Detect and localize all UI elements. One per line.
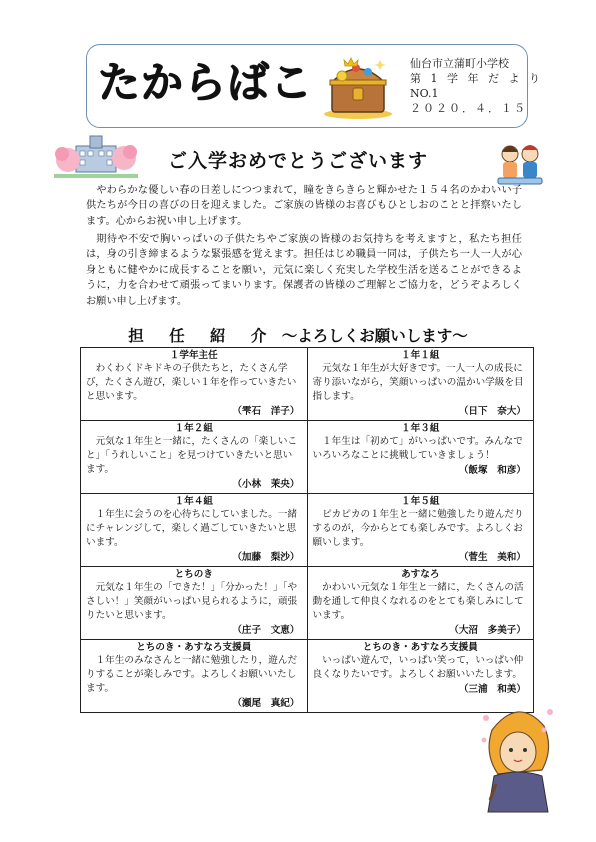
- teacher-class: １年１組: [401, 350, 440, 361]
- table-row: [81, 567, 534, 640]
- section-heading: [0, 324, 596, 346]
- teacher-class: とちのき・あすなろ支援員: [362, 642, 478, 653]
- intro-paragraph-1: やわらかな優しい春の日差しにつつまれて，瞳をきらきらと輝かせた１５４名のかわいい子供たちが今日の喜びの日を迎えました。ご家族の皆様のお喜びもひとしおのことと拝察いたします。心からお祝い申し上げます。: [86, 185, 522, 227]
- teacher-message: 元気な１年生と一緒に，たくさんの「楽しいこと」「うれしいこと」を見つけていきたいと思います。: [86, 436, 298, 475]
- teacher-class: あすなろ: [401, 569, 440, 580]
- teacher-cell: [81, 348, 308, 421]
- teacher-message: 元気な１年生の「できた！」「分かった！」「やさしい！」笑顔がいっぱい見られるように，頑張りたいと思います。: [86, 582, 298, 621]
- teacher-name: （雫石 洋子）: [232, 406, 300, 417]
- gold-coin: [337, 71, 347, 81]
- school-name: 仙台市立蒲町小学校: [410, 57, 509, 70]
- teacher-cell: [307, 494, 534, 567]
- issue-date: ２０２０．４．１５: [410, 102, 527, 115]
- teacher-class: １年４組: [174, 496, 213, 507]
- teacher-message: ピカピカの１年生と一緒に勉強したり遊んだりするのが，今からとても楽しみです。よろしくお願いします。: [312, 509, 524, 548]
- table-row: [81, 348, 534, 421]
- newsletter-title: たからばこ: [98, 58, 314, 107]
- teacher-name: （庄子 文恵）: [232, 625, 300, 636]
- teacher-name: （小林 茉央）: [232, 479, 300, 490]
- teacher-name: （大沼 多美子）: [449, 625, 526, 636]
- teacher-class: １年３組: [401, 423, 440, 434]
- teacher-cell: [81, 640, 308, 713]
- teacher-message: わくわくドキドキの子供たちと，たくさん学び，たくさん遊び，楽しい１年を作っていきたいと思います。: [86, 363, 297, 402]
- newsletter-series: 第 1 学 年 だ よ り: [410, 72, 543, 85]
- teacher-message: 元気な１年生が大好きです。一人一人の成長に寄り添いながら，笑顔いっぱいの温かい学級を目指します。: [312, 363, 524, 402]
- teacher-cell: [307, 421, 534, 494]
- teacher-message: かわいい元気な１年生と一緒に，たくさんの活動を通して仲良くなれるのをとても楽しみにしています。: [312, 582, 524, 621]
- crown-icon: [344, 58, 358, 66]
- teacher-message: １年生のみなさんと一緒に勉強したり，遊んだりすることが楽しみです。よろしくお願いいたします。: [86, 655, 298, 694]
- section-heading-main: 担 任 紹 介: [128, 327, 277, 345]
- table-row: [81, 494, 534, 567]
- teacher-message: １年生は「初めて」がいっぱいです。みんなでいろいろなことに挑戦していきましょう！: [312, 436, 523, 461]
- girl-illustration: [478, 700, 558, 814]
- teacher-cell: [81, 421, 308, 494]
- teacher-cell: [307, 348, 534, 421]
- teacher-class: １学年主任: [169, 350, 218, 361]
- teacher-name: （瀬尾 真紀）: [232, 698, 300, 709]
- intro-paragraph-2: 期待や不安で胸いっぱいの子供たちやご家族の皆様のお気持ちを考えますと，私たち担任は，身の引き締まるような緊張感を覚えます。担任はじめ職員一同は，子供たち一人一人が心身ともに健やかに成長することを願い，元気に楽しく充実した学校生活を送ることができるように，力を合わせて頑張ってまいります。保護者の皆様のご理解とご協力を，どうぞよろしくお願い申し上げます。: [86, 234, 522, 307]
- table-row: [81, 421, 534, 494]
- teacher-class: １年２組: [174, 423, 213, 434]
- teacher-name: （飯塚 和彦）: [458, 465, 526, 476]
- girl-face: [500, 732, 536, 772]
- table-row: [81, 640, 534, 713]
- blue-gem: [364, 68, 372, 76]
- teacher-introduction-table: [80, 347, 534, 713]
- treasure-chest-illustration: [322, 50, 394, 120]
- teacher-cell: [307, 567, 534, 640]
- teacher-cell: [81, 567, 308, 640]
- teacher-name: （三浦 和美）: [458, 684, 526, 695]
- teacher-message: １年生に会うのを心待ちにしていました。一緒にチャレンジして，楽しく過ごしていきたいと思います。: [86, 509, 298, 548]
- teacher-class: １年５組: [401, 496, 440, 507]
- chest-lock: [353, 88, 363, 100]
- issue-number: NO.1: [410, 87, 439, 100]
- teacher-name: （菅生 美和）: [458, 552, 526, 563]
- sparkle-icon: [374, 60, 386, 70]
- teacher-name: （加藤 梨沙）: [232, 552, 300, 563]
- teacher-message: いっぱい遊んで，いっぱい笑って，いっぱい仲良くなりたいです。よろしくお願いいたします。: [312, 655, 524, 680]
- section-heading-sub: ～よろしくお願いします～: [281, 327, 468, 345]
- teacher-name: （日下 奈大）: [458, 406, 526, 417]
- chest-rim: [330, 80, 386, 85]
- welcome-heading: ご入学おめでとうございます: [167, 150, 428, 172]
- grass: [54, 174, 138, 178]
- girl-body: [488, 772, 548, 812]
- teacher-class: とちのき・あすなろ支援員: [136, 642, 252, 653]
- teacher-cell: [81, 494, 308, 567]
- teacher-class: とちのき: [174, 569, 213, 580]
